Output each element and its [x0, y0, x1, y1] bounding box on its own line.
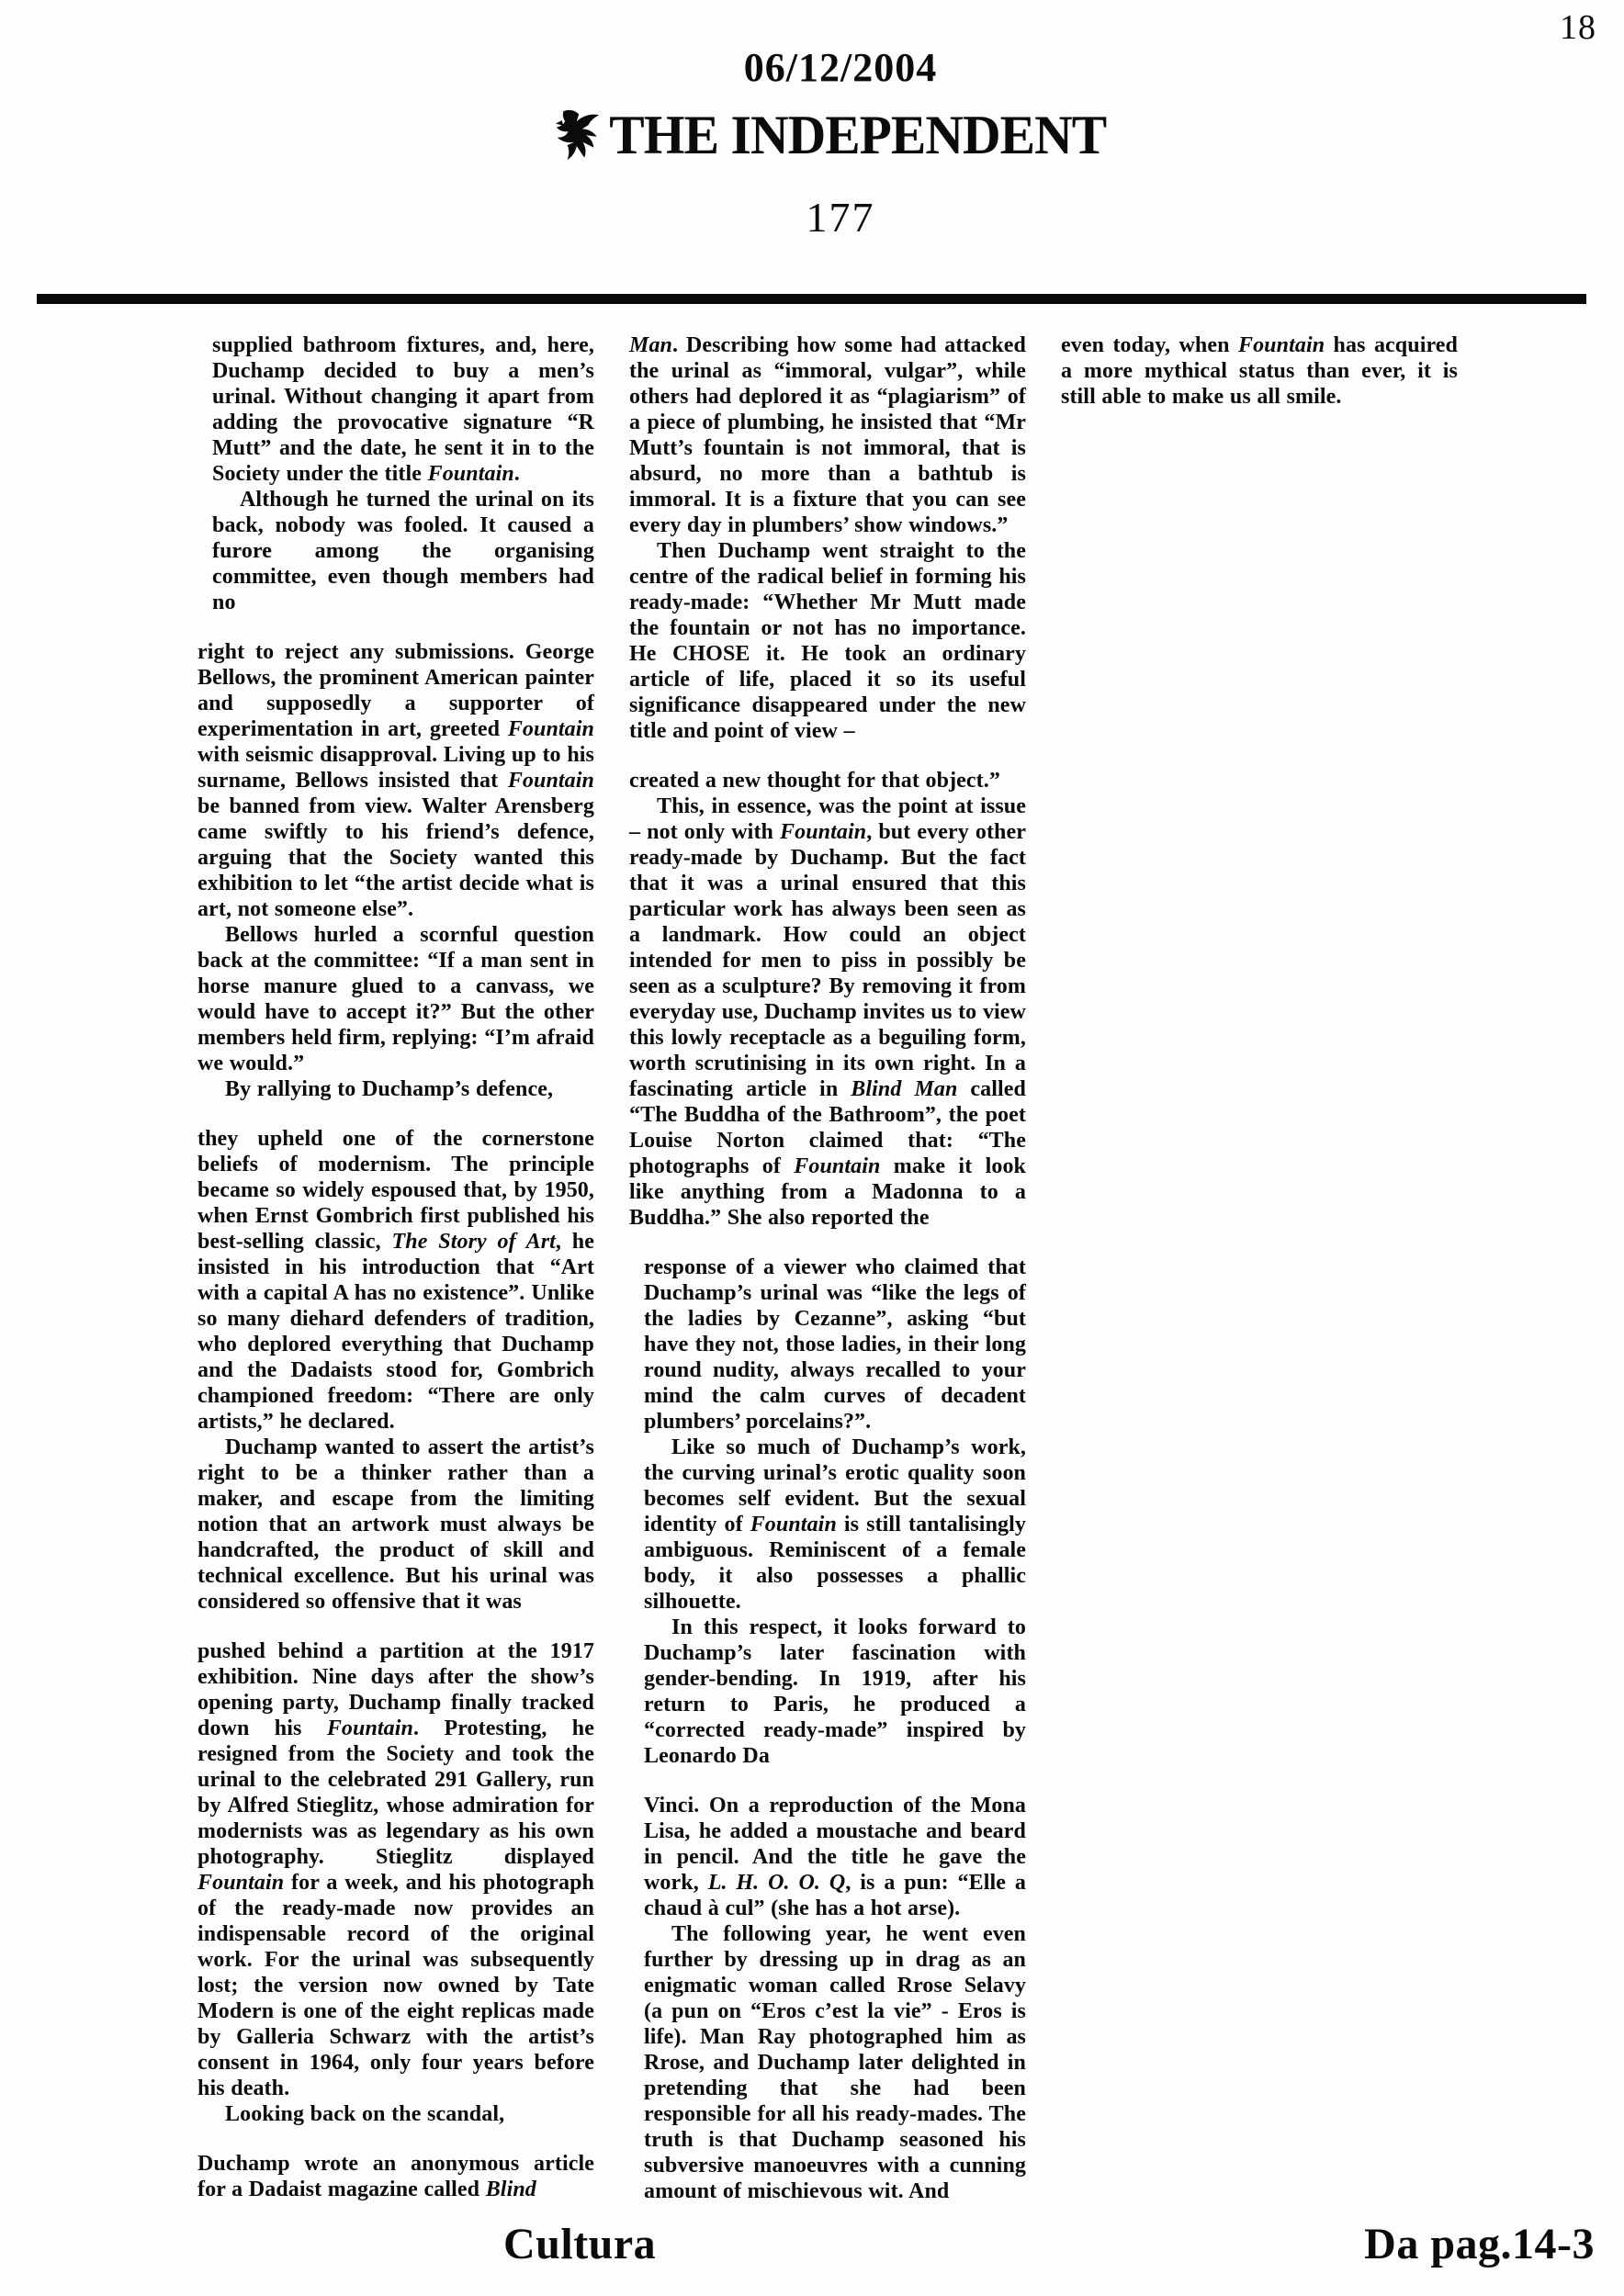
text-block [629, 768, 1026, 1231]
paragraph: pushed behind a partition at the 1917 exhibition. Nine days after the show’s opening party, Duchamp finally tracked down his Fountain. Protesting, he resigned from the Society and took the urinal to the celebrated 291 Gallery, run by Alfred Stieglitz, whose admiration for modernists was as legendary as his own photography. Stieglitz displayed Fountain for a week, and his photograph of the ready-made now provides an indispensable record of the original work. For the urinal was subsequently lost; the version now owned by Tate Modern is one of the eight replicas made by Galleria Schwarz with the artist’s consent in 1964, only four years before his death. [197, 1639, 594, 2100]
paragraph: Looking back on the scandal, [225, 2102, 505, 2126]
edition-number: 177 [806, 194, 875, 241]
masthead [554, 104, 1126, 167]
paragraph: Then Duchamp went straight to the centre of the radical belief in forming his ready-made: “Whether Mr Mutt made the fountain or not has no importance. He CHOSE it. He took an ordinary article of life, placed it so its useful significance disappeared under the new title and point of view – [629, 539, 1026, 743]
footer-section-label: Cultura [503, 2220, 657, 2268]
text-block [1061, 332, 1458, 410]
paragraph: In this respect, it looks forward to Duchamp’s later fascination with gender-bending. In 1919, after his return to Paris, he produced a “corrected ready-made” inspired by Leonardo Da [644, 1615, 1026, 1768]
paragraph: By rallying to Duchamp’s defence, [225, 1077, 554, 1101]
publication-date: 06/12/2004 [743, 45, 938, 90]
paragraph: supplied bathroom fixtures, and, here, Duchamp decided to buy a men’s urinal. Without changing it apart from adding the provocative signature “R Mutt” and the date, he sent it in to the Society under the title Fountain. [212, 333, 594, 486]
article-body [197, 332, 1458, 2204]
paragraph: Duchamp wanted to assert the artist’s right to be a thinker rather than a maker, and escape from the limiting notion that an artwork must always be handcrafted, the product of skill and technical excellence. But his urinal was considered so offensive that it was [197, 1435, 594, 1614]
paragraph: they upheld one of the cornerstone beliefs of modernism. The principle became so widely espoused that, by 1950, when Ernst Gombrich first published his best-selling classic, The Story of Art, he insisted in his introduction that “Art with a capital A has no existence”. Unlike so many diehard defenders of tradition, who deplored everything that Duchamp and the Dadaists stood for, Gombrich championed freedom: “There are only artists,” he declared. [197, 1127, 594, 1434]
masthead-title: THE INDEPENDENT [609, 105, 1107, 165]
article-column-2 [629, 332, 1026, 2204]
text-block [197, 1126, 594, 1615]
paragraph: response of a viewer who claimed that Duchamp’s urinal was “like the legs of the ladies by Cezanne”, asking “but have they not, those ladies, in their long round nudity, always recalled to your mind the calm curves of decadent plumbers’ porcelains?”. [644, 1255, 1026, 1434]
text-block [197, 332, 594, 615]
footer-source-page: Da pag.14-3 [1364, 2220, 1595, 2268]
paragraph: Although he turned the urinal on its back, nobody was fooled. It caused a furore among the organising committee, even though members had no [212, 488, 594, 614]
text-block [629, 332, 1026, 744]
text-block [197, 1638, 594, 2127]
paragraph: This, in essence, was the point at issue – not only with Fountain, but every other ready-made by Duchamp. But the fact that it was a urinal ensured that this particular work has always been seen as a landmark. How could an object intended for men to piss in possibly be seen as a sculpture? By removing it from everyday use, Duchamp invites us to view this lowly receptacle as a beguiling form, worth scrutinising in its own right. In a fascinating article in Blind Man called “The Buddha of the Bathroom”, the poet Louise Norton claimed that: “The photographs of Fountain make it look like anything from a Madonna to a Buddha.” She also reported the [629, 794, 1027, 1230]
text-block [197, 2151, 594, 2202]
paragraph: right to reject any submissions. George Bellows, the prominent American painter and supposedly a supporter of experimentation in art, greeted Fountain with seismic disapproval. Living up to his surname, Bellows insisted that Fountain be banned from view. Walter Arensberg came swiftly to his friend’s defence, arguing that the Society wanted this exhibition to let “the artist decide what is art, not someone else”. [197, 640, 594, 921]
corner-page-number: 18 [1560, 8, 1596, 47]
article-column-3 [1061, 332, 1458, 410]
paragraph: Like so much of Duchamp’s work, the curving urinal’s erotic quality soon becomes self evident. But the sexual identity of Fountain is still tantalisingly ambiguous. Reminiscent of a female body, it also possesses a phallic silhouette. [644, 1435, 1026, 1614]
paragraph: Bellows hurled a scornful question back at the committee: “If a man sent in horse manure glued to a canvass, we would have to accept it?” But the other members held firm, replying: “I’m afraid we would.” [197, 923, 594, 1075]
eagle-logo-icon [554, 107, 603, 164]
paragraph: Man. Describing how some had attacked the urinal as “immoral, vulgar”, while others had deplored it as “plagiarism” of a piece of plumbing, he insisted that “Mr Mutt’s fountain is not immoral, that is absurd, no more than a bathtub is immoral. It is a fixture that you can see every day in plumbers’ show windows.” [629, 333, 1026, 537]
paragraph: created a new thought for that object.” [629, 769, 1000, 793]
page-header [554, 44, 1126, 242]
paragraph: The following year, he went even further by dressing up in drag as an enigmatic woman called Rrose Selavy (a pun on “Eros c’est la vie” - Eros is life). Man Ray photographed him as Rrose, and Duchamp later delighted in pretending that she had been responsible for all his ready-mades. The truth is that Duchamp seasoned his subversive manoeuvres with a cunning amount of mischievous wit. And [644, 1922, 1026, 2203]
text-block [629, 1255, 1026, 1769]
paragraph: even today, when Fountain has acquired a more mythical status than ever, it is still able to make us all smile. [1061, 333, 1458, 409]
text-block [197, 639, 594, 1102]
header-divider-rule [37, 294, 1586, 304]
paragraph: Duchamp wrote an anonymous article for a Dadaist magazine called Blind [197, 2152, 594, 2201]
article-column-1 [197, 332, 594, 2202]
paragraph: Vinci. On a reproduction of the Mona Lisa, he added a moustache and beard in pencil. And the title he gave the work, L. H. O. O. Q, is a pun: “Elle a chaud à cul” (she has a hot arse). [644, 1794, 1026, 1920]
text-block [629, 1793, 1026, 2204]
